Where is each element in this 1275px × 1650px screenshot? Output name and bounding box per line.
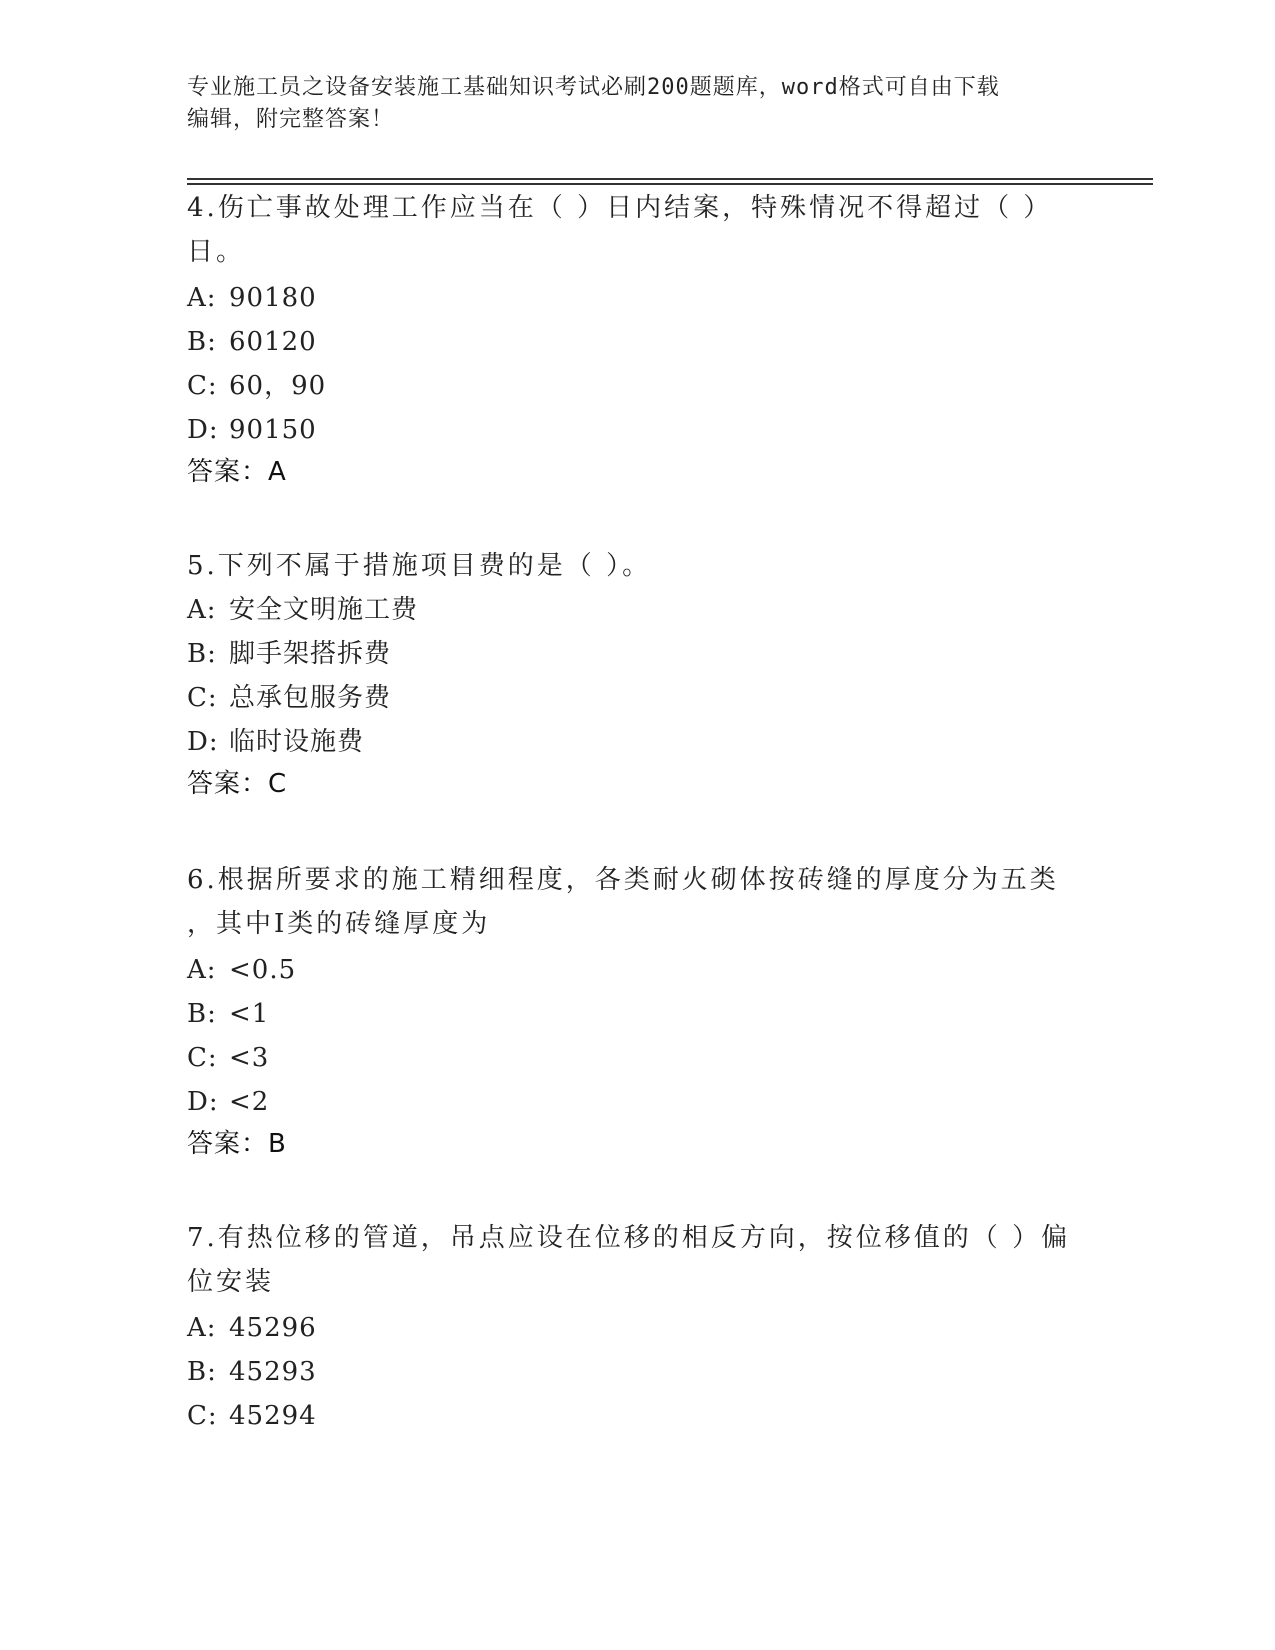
option-c [187,371,326,401]
option-a [187,1313,317,1343]
answer-text: 答案：B [187,1129,287,1159]
option-label: A: [187,955,217,985]
option-c [187,1401,317,1431]
question-text-line: 7.有热位移的管道，吊点应设在位移的相反方向，按位移值的（ ）偏 [187,1223,1071,1253]
option-text: 临时设施费 [229,727,365,757]
option-label: D: [187,415,219,445]
option-a [187,283,317,313]
option-text: 45293 [229,1357,317,1387]
answer-text: 答案：C [187,769,288,799]
option-label: C: [187,1043,218,1073]
option-label: D: [187,1087,219,1117]
option-c [187,1043,269,1073]
question-text-line: ，其中Ⅰ类的砖缝厚度为 [187,909,491,939]
option-label: C: [187,1401,218,1431]
option-label: D: [187,727,219,757]
option-b [187,999,269,1029]
question-text-line: 位安装 [187,1267,275,1297]
option-text: 总承包服务费 [229,683,392,713]
option-text: 脚手架搭拆费 [229,639,392,669]
option-c [187,683,391,713]
option-label: A: [187,1313,217,1343]
option-text: <1 [229,999,270,1029]
option-label: B: [187,1357,217,1387]
header-line-1: 专业施工员之设备安装施工基础知识考试必刷200题题库，word格式可自由下载 [187,75,1000,100]
option-d [187,1087,269,1117]
option-b [187,639,391,669]
option-a [187,595,418,625]
option-label: C: [187,371,218,401]
answer-text: 答案：A [187,457,287,487]
option-text: 90150 [229,415,317,445]
option-text: <0.5 [229,955,297,985]
option-label: C: [187,683,218,713]
option-text: <3 [229,1043,270,1073]
option-text: 90180 [229,283,317,313]
option-text: 60，90 [229,371,327,401]
question-text-line: 4.伤亡事故处理工作应当在（ ）日内结案，特殊情况不得超过（ ） [187,193,1053,223]
option-label: B: [187,999,217,1029]
question-text-line: 6.根据所要求的施工精细程度，各类耐火砌体按砖缝的厚度分为五类 [187,865,1059,895]
header-divider-bottom [187,183,1153,185]
header-divider-top [187,178,1153,180]
question-text-line: 日。 [187,237,246,267]
option-b [187,1357,317,1387]
option-text: 60120 [229,327,317,357]
option-a [187,955,296,985]
option-label: B: [187,327,217,357]
option-text: 45294 [229,1401,317,1431]
option-text: <2 [229,1087,270,1117]
document-header [187,72,1087,136]
option-d [187,415,317,445]
option-text: 安全文明施工费 [229,595,419,625]
option-text: 45296 [229,1313,317,1343]
question-text-line: 5.下列不属于措施项目费的是（ ）。 [187,551,652,581]
option-d [187,727,364,757]
option-b [187,327,317,357]
option-label: A: [187,283,217,313]
option-label: A: [187,595,217,625]
option-label: B: [187,639,217,669]
header-line-2: 编辑，附完整答案！ [187,107,395,132]
